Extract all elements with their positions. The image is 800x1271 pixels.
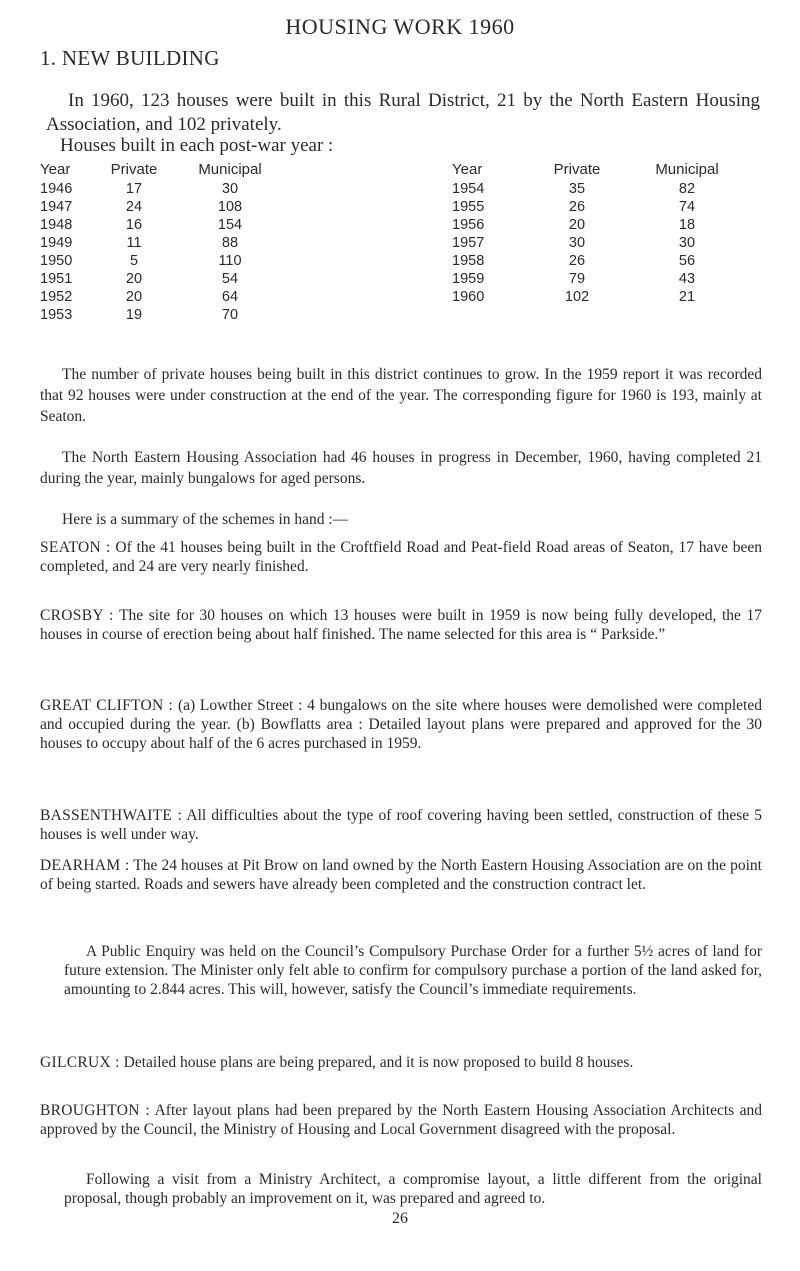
cell-private: 26 [568,199,586,215]
cell-municipal: 154 [217,217,243,233]
summary-intro: Here is a summary of the schemes in hand :— [62,511,349,528]
cell-municipal: 74 [678,199,696,215]
cell-year: 1950 [40,253,73,269]
scheme-place: GILCRUX : [40,1054,120,1071]
table-row [40,270,286,288]
scheme-place: CROSBY : [40,607,114,624]
cell-municipal: 54 [221,271,239,287]
scheme-text: After layout plans had been prepared by the North Eastern Housing Association Architects and approved by the Council, the Ministry of Housing and Local Government disagreed with the proposal. [40,1102,762,1138]
cell-private: 24 [125,199,143,215]
cell-private: 102 [564,289,590,305]
table-row [452,234,742,252]
scheme-text: All difficulties about the type of roof covering having been settled, construction of these 5 houses is well under way. [40,807,762,843]
table-row [452,216,742,234]
cell-year: 1959 [452,271,485,287]
scheme-place: GREAT CLIFTON : [40,697,174,714]
table-caption: Houses built in each post-war year : [60,135,334,156]
cell-year: 1960 [452,289,485,305]
cell-private: 16 [125,217,143,233]
cell-municipal: 30 [221,181,239,197]
cell-year: 1946 [40,181,73,197]
cell-year: 1955 [452,199,485,215]
cell-private: 5 [129,253,139,269]
scheme-place: SEATON : [40,539,111,556]
dearham-enquiry-paragraph: A Public Enquiry was held on the Council’s Compulsory Purchase Order for a further 5½ acres of land for future extension. The Minister only felt able to confirm for compulsory purchase a portion of the land asked for, amounting to 2.844 acres. This will, however, satisfy the Council’s immediate requirements. [64,943,762,998]
cell-private: 11 [126,235,142,251]
scheme-place: BROUGHTON : [40,1102,151,1119]
cell-private: 79 [568,271,586,287]
cell-municipal: 82 [678,181,696,197]
cell-municipal: 108 [217,199,243,215]
scheme-gilcrux [40,1053,762,1072]
header-year: Year [40,161,71,178]
cell-private: 26 [568,253,586,269]
association-paragraph: The North Eastern Housing Association had 46 houses in progress in December, 1960, having completed 21 during the year, mainly bungalows for aged persons. [40,449,762,487]
scheme-text: The site for 30 houses on which 13 houses were built in 1959 is now being fully developed, the 17 houses in course of erection being about half finished. The name selected for this area is “ Parkside.” [40,607,762,643]
table-row [452,252,742,270]
table-row [40,306,286,324]
table-header-row [452,159,742,180]
scheme-text: The 24 houses at Pit Brow on land owned by the North Eastern Housing Association are on the point of being started. Roads and sewers have already been completed and the construction contract let. [40,857,762,893]
section-heading: 1. NEW BUILDING [40,46,220,70]
cell-municipal: 43 [678,271,696,287]
broughton-followup-paragraph: Following a visit from a Ministry Architect, a compromise layout, a little different from the original proposal, though probably an improvement on it, was prepared and agreed to. [64,1171,762,1207]
table-row [452,198,742,216]
cell-year: 1948 [40,217,73,233]
scheme-text: Detailed house plans are being prepared, and it is now proposed to build 8 houses. [123,1054,634,1071]
cell-year: 1957 [452,235,485,251]
cell-municipal: 64 [221,289,239,305]
cell-private: 19 [125,307,143,323]
table-row [40,180,286,198]
cell-private: 30 [568,235,586,251]
cell-municipal: 88 [221,235,239,251]
header-private: Private [553,161,601,178]
cell-municipal: 110 [218,253,242,269]
cell-municipal: 56 [678,253,696,269]
header-municipal: Municipal [198,161,262,178]
houses-table-right [452,159,742,306]
table-row [40,252,286,270]
page-title: HOUSING WORK 1960 [285,14,515,39]
header-year: Year [452,161,483,178]
scheme-seaton [40,538,762,576]
table-row [40,288,286,306]
scheme-crosby [40,606,762,644]
header-private: Private [110,161,158,178]
table-header-row [40,159,286,180]
cell-year: 1954 [452,181,485,197]
cell-year: 1947 [40,199,73,215]
table-row [452,270,742,288]
page-number: 26 [392,1210,408,1227]
scheme-place: BASSENTHWAITE : [40,807,183,824]
cell-private: 35 [568,181,586,197]
cell-year: 1958 [452,253,485,269]
cell-private: 20 [125,271,143,287]
cell-year: 1951 [40,271,73,287]
intro-paragraph: In 1960, 123 houses were built in this Rural District, 21 by the North Eastern Housing Association, and 102 privately. [46,90,760,135]
scheme-dearham [40,856,762,894]
houses-table-left [40,159,286,324]
cell-year: 1956 [452,217,485,233]
table-row [40,216,286,234]
scheme-bassenthwaite [40,806,762,844]
cell-municipal: 30 [678,235,696,251]
cell-year: 1949 [40,235,73,251]
cell-private: 17 [125,181,143,197]
table-row [40,198,286,216]
cell-private: 20 [125,289,143,305]
cell-year: 1952 [40,289,73,305]
table-row [40,234,286,252]
cell-municipal: 18 [678,217,696,233]
scheme-place: DEARHAM : [40,857,130,874]
private-houses-paragraph: The number of private houses being built in this district continues to grow. In the 1959 report it was recorded that 92 houses were under construction at the end of the year. The corresponding figure for 1960 is 193, mainly at Seaton. [40,366,762,425]
cell-municipal: 21 [678,289,696,305]
header-municipal: Municipal [655,161,719,178]
scheme-text: (a) Lowther Street : 4 bungalows on the site where houses were demolished were completed and occupied during the year. (b) Bowflatts area : Detailed layout plans were prepared and approved for the 30 houses to occupy about half of the 6 acres purchased in 1959. [40,697,762,752]
table-row [452,180,742,198]
cell-year: 1953 [40,307,73,323]
scheme-broughton [40,1101,762,1139]
table-row [452,288,742,306]
cell-private: 20 [568,217,586,233]
scheme-great-clifton [40,696,762,753]
cell-municipal: 70 [221,307,239,323]
scheme-text: Of the 41 houses being built in the Croftfield Road and Peat-field Road areas of Seaton, 17 have been completed, and 24 are very nearly finished. [40,539,762,575]
